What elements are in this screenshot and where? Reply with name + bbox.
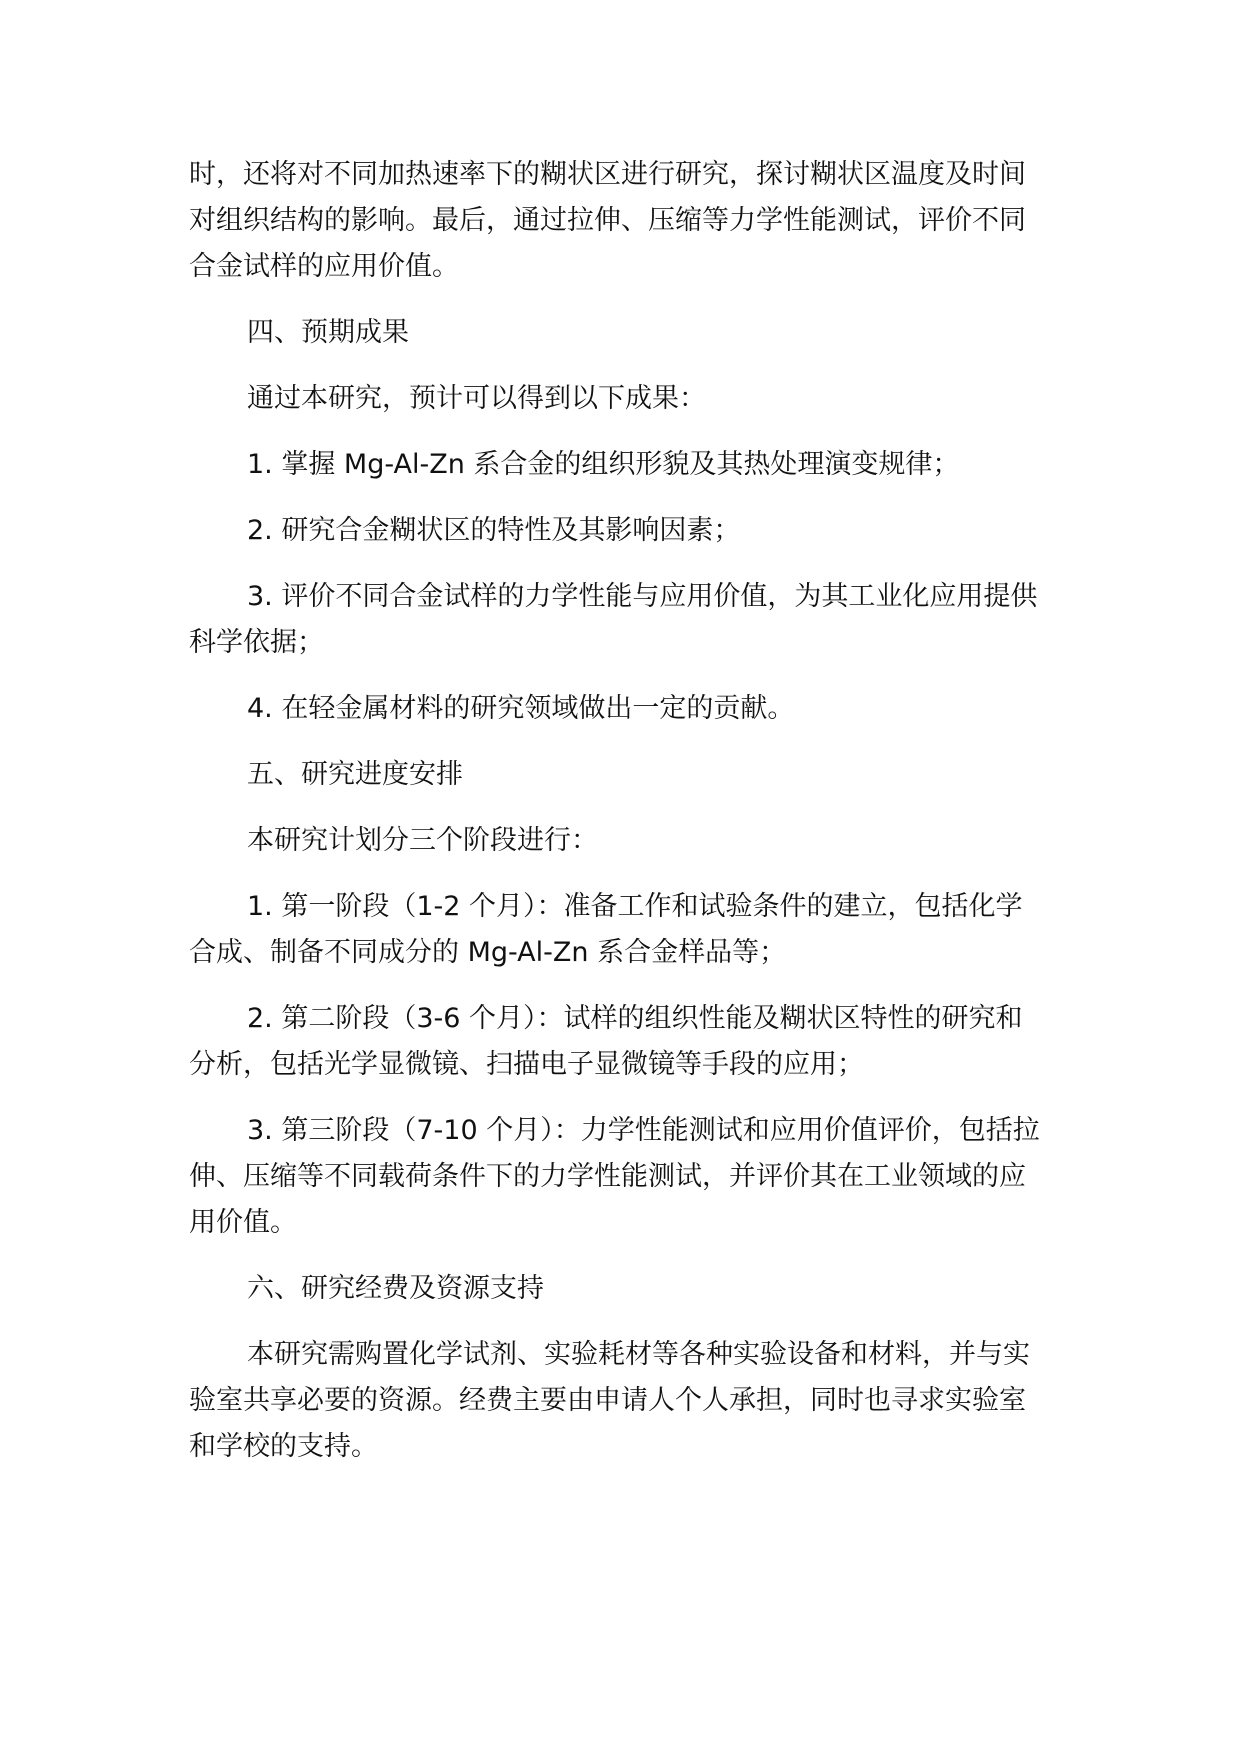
paragraph-line: 合金试样的应用价值。 — [189, 251, 459, 282]
document-body — [189, 152, 1049, 1470]
list-item: 1. 第一阶段（1-2 个月）：准备工作和试验条件的建立，包括化学 — [247, 891, 1023, 922]
list-item: 3. 评价不同合金试样的力学性能与应用价值，为其工业化应用提供 — [247, 581, 1038, 612]
list-item-continuation: 合成、制备不同成分的 Mg-Al-Zn 系合金样品等； — [189, 937, 787, 968]
section-heading: 四、预期成果 — [247, 317, 409, 348]
paragraph-line: 时，还将对不同加热速率下的糊状区进行研究，探讨糊状区温度及时间 — [189, 159, 1026, 190]
paragraph-line: 本研究计划分三个阶段进行： — [247, 825, 598, 856]
list-item: 4. 在轻金属材料的研究领域做出一定的贡献。 — [247, 693, 795, 724]
paragraph-line: 本研究需购置化学试剂、实验耗材等各种实验设备和材料，并与实 — [247, 1339, 1030, 1370]
paragraph-line: 通过本研究，预计可以得到以下成果： — [247, 383, 706, 414]
section-heading: 六、研究经费及资源支持 — [247, 1273, 544, 1304]
list-item-continuation: 科学依据； — [189, 627, 324, 658]
paragraph-line: 验室共享必要的资源。经费主要由申请人个人承担，同时也寻求实验室 — [189, 1385, 1026, 1416]
paragraph-line: 和学校的支持。 — [189, 1431, 378, 1462]
list-item-continuation: 分析，包括光学显微镜、扫描电子显微镜等手段的应用； — [189, 1049, 864, 1080]
paragraph-line: 对组织结构的影响。最后，通过拉伸、压缩等力学性能测试，评价不同 — [189, 205, 1026, 236]
list-item-continuation: 用价值。 — [189, 1207, 297, 1238]
list-item: 3. 第三阶段（7-10 个月）：力学性能测试和应用价值评价，包括拉 — [247, 1115, 1040, 1146]
list-item: 1. 掌握 Mg-Al-Zn 系合金的组织形貌及其热处理演变规律； — [247, 449, 960, 480]
list-item: 2. 第二阶段（3-6 个月）：试样的组织性能及糊状区特性的研究和 — [247, 1003, 1023, 1034]
list-item-continuation: 伸、压缩等不同载荷条件下的力学性能测试，并评价其在工业领域的应 — [189, 1161, 1026, 1192]
section-heading: 五、研究进度安排 — [247, 759, 463, 790]
list-item: 2. 研究合金糊状区的特性及其影响因素； — [247, 515, 741, 546]
